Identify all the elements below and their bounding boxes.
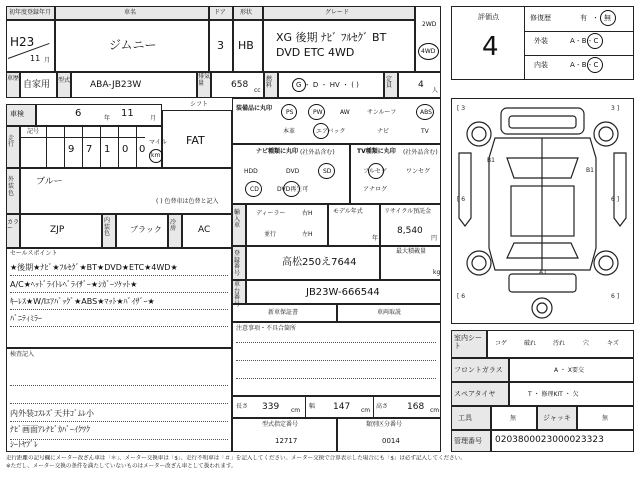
capacity-label: 定員 — [386, 76, 393, 89]
equip-leather: 本革 — [283, 128, 296, 135]
svg-text:6 ]: 6 ] — [611, 293, 620, 300]
equip-sunroof: サンルーフ — [367, 109, 397, 116]
fuel-options: G ・ D ・ HV ・ ( ) — [296, 81, 359, 89]
exterior-label: 外装 — [534, 37, 548, 45]
drive-box — [415, 6, 441, 72]
footer — [6, 455, 634, 477]
nav-hdd: HDD — [244, 168, 258, 175]
model-year-unit: 年 — [372, 235, 379, 242]
car-name-label: 車名 — [124, 9, 137, 16]
width-label: 幅 — [309, 403, 316, 410]
tools-value: 無 — [510, 415, 517, 422]
repair-no: 無 — [604, 14, 611, 22]
width-value: 147 — [333, 402, 351, 412]
disp-label: 排気量 — [198, 73, 211, 87]
exterior-grades: A - B - C — [570, 37, 599, 45]
type-number-label: 型式指定番号 — [262, 421, 299, 428]
doors-value: 3 — [217, 39, 224, 52]
equip-ps: PS — [286, 109, 294, 116]
mileage-digit-5: 0 — [139, 144, 146, 155]
spare-tire-label: スペアタイヤ — [454, 390, 496, 398]
inspector-label: 検査記入 — [10, 351, 35, 358]
car-diagram — [451, 98, 634, 324]
model-value: ABA-JB23W — [90, 80, 142, 90]
fuel-selected-circle — [292, 78, 306, 92]
max-load-unit: kg — [433, 269, 441, 276]
doors-label: ドア — [214, 9, 226, 16]
chassis-value: JB23W-666544 — [306, 287, 380, 298]
nav-dvd-play: DVD再生可 — [277, 186, 309, 193]
inspector-line-1: 内外装ｺｽﾚｽﾞ天井ｺﾞﾑﾚ小 — [10, 409, 94, 418]
sheet-item-4: 穴 — [583, 340, 590, 347]
warranty-label: 新車保証書 — [268, 309, 299, 316]
recycle-value: 8,540 — [397, 226, 423, 236]
mileage-digit-2: 7 — [86, 144, 93, 155]
record-label: 記号 — [27, 128, 40, 135]
exterior-selected-circle — [587, 33, 603, 49]
equip-pw: PW — [313, 109, 323, 116]
capacity-unit: 人 — [432, 87, 439, 94]
repair-label: 修復歴 — [530, 14, 551, 22]
exterior-note: ( ) 色替車は色替と記入 — [156, 198, 219, 205]
tv-fullseg: フルセグ — [363, 168, 387, 175]
jack-value: 無 — [602, 415, 609, 422]
footer-line-2: ※ただし、メーター交換の条件を満たしていないものはメーター改ざん車として扱われます。 — [6, 463, 237, 470]
equipment-label: 装備品に丸印 — [236, 105, 273, 112]
nav-type-title: ナビ種類に丸印 — [256, 148, 299, 155]
use-label: 車歴 — [7, 75, 20, 82]
equip-navi: ナビ — [377, 128, 390, 135]
shape-value: HB — [238, 39, 254, 52]
class-number-label: 類別区分番号 — [366, 421, 403, 428]
import-left: 左H — [302, 231, 313, 238]
notes-box — [232, 322, 441, 396]
inspector-line-2: ﾅﾋﾞ画面ｱﾚﾅﾋﾞｶﾊﾞｰｲｸﾜｸ — [10, 425, 90, 434]
recycle-label: リサイクル預託金 — [384, 208, 432, 215]
front-glass-label: フロントガラス — [454, 366, 503, 374]
first-reg-year: H23 — [10, 35, 35, 49]
import-parallel: 並行 — [264, 231, 277, 238]
chassis-label: 車台番号 — [234, 281, 241, 308]
shift-value: FAT — [186, 134, 205, 147]
height-label: 高さ — [376, 403, 389, 410]
first-reg-label: 初年度登録年月 — [9, 9, 52, 16]
exterior-cell — [20, 168, 232, 214]
import-dealer: ディーラー — [256, 210, 286, 217]
inspection-year: 6 — [75, 108, 82, 119]
exterior-value: ブルー — [36, 177, 63, 187]
height-value: 168 — [407, 402, 425, 412]
disp-unit: cc — [254, 87, 261, 94]
svg-text:[ 6: [ 6 — [457, 293, 466, 300]
int-color-value: ブラック — [130, 225, 162, 234]
class-number-value: 0014 — [382, 437, 400, 445]
recycle-unit: 円 — [431, 235, 438, 242]
import-label: 輸入車 — [234, 209, 241, 230]
shift-label: シフト — [190, 101, 209, 108]
interior-sheet-label: 室内シート — [454, 334, 482, 351]
model-header — [57, 72, 71, 98]
use-value: 自家用 — [23, 80, 51, 90]
repair-no-circle — [600, 10, 616, 26]
inspection-month-unit: 月 — [150, 115, 157, 122]
reg-value: 高松250え7644 — [282, 257, 357, 268]
mgmt-label: 管理番号 — [454, 437, 482, 445]
drive-2wd: 2WD — [422, 21, 437, 28]
ac-value: AC — [198, 225, 211, 235]
width-unit: cm — [361, 407, 371, 414]
inspection-month: 11 — [121, 108, 134, 119]
mileage-digit-4: 0 — [122, 144, 129, 155]
front-glass-value: A ・ X要交 — [554, 367, 585, 374]
sales-line-4: ﾊﾞﾆﾃｨﾐﾗｰ — [10, 314, 42, 323]
svg-text:3 ]: 3 ] — [611, 105, 620, 112]
grade-line1: XG 後期 ﾅﾋﾞ ﾌﾙｾｸﾞ BT — [276, 31, 387, 44]
svg-text:[ 3: [ 3 — [457, 105, 466, 112]
spare-tire-value: T ・ 修理KIT ・ 欠 — [528, 391, 579, 398]
manual-label: 車両取説 — [377, 309, 402, 316]
mileage-unit-km: km — [151, 152, 161, 159]
color-label: カラー — [7, 219, 20, 232]
exterior-label: 外装色 — [8, 176, 15, 198]
mileage-label: 走行 — [8, 135, 15, 148]
sheet-item-3: 汚れ — [553, 340, 566, 347]
capacity-value: 4 — [418, 80, 424, 90]
equip-airbag: エアバック — [316, 128, 346, 135]
shape-label: 形状 — [240, 9, 253, 16]
first-reg-month: 11 — [30, 54, 41, 63]
model-year-label: モデル年式 — [333, 208, 363, 215]
sheet-item-1: コゲ — [495, 340, 508, 347]
first-reg-month-unit: 月 — [44, 57, 51, 64]
sales-line-1: ★後期★ﾅﾋﾞ★ﾌﾙｾｸﾞ★BT★DVD★ETC★4WD★ — [10, 263, 178, 272]
mgmt-value: 0203800023000023323 — [495, 435, 604, 445]
drive-4wd: 4WD — [421, 48, 436, 55]
diagram-mark-1: B1 — [487, 157, 495, 164]
equip-tv: TV — [421, 128, 429, 135]
reg-label: 登録番号 — [234, 250, 241, 277]
sales-line-2: A/C★ﾍｯﾄﾞﾗｲﾄﾚﾍﾞﾗｲｻﾞｰ★ｼｶﾞｰｿｹｯﾄ★ — [10, 280, 138, 289]
int-color-label: 内装色 — [104, 217, 111, 238]
tv-type-title: TV種類に丸印 — [357, 148, 396, 155]
length-label: 長さ — [236, 403, 249, 410]
interior-label: 内装 — [534, 61, 548, 69]
sheet-item-5: キズ — [607, 340, 619, 347]
svg-text:6 ]: 6 ] — [611, 196, 620, 203]
grade-label: グレード — [325, 9, 350, 16]
inspection-cell — [36, 104, 162, 126]
tv-type-note: (社外品含む) — [403, 149, 438, 156]
sales-points-label: セールスポイント — [10, 250, 58, 257]
import-right: 右H — [302, 210, 313, 217]
interior-selected-circle — [587, 57, 603, 73]
tv-oneseg: ワンセグ — [406, 168, 431, 175]
disp-value: 658 — [231, 80, 249, 90]
mileage-digit-3: 1 — [104, 144, 111, 155]
length-value: 339 — [262, 402, 280, 412]
tools-label: 工具 — [458, 414, 472, 422]
inspection-label: 車検 — [10, 110, 24, 118]
equip-abs: ABS — [420, 109, 432, 116]
footer-line-1: 走行距離の記号欄にメーター改ざん車は「＊」、メーター交換車は「$」、走行不明車は「＃」を記入してください。メーター交換で合算表示した場合にも「$」は必ず記入してください。 — [6, 455, 466, 462]
nav-dvd: DVD — [286, 168, 300, 175]
score-label: 評価点 — [478, 13, 499, 21]
color-value: ZJP — [50, 225, 65, 235]
ac-label: 冷房 — [170, 219, 177, 232]
inspector-box — [6, 348, 232, 452]
nav-sd: SD — [323, 168, 332, 175]
model-label: 型式 — [58, 77, 71, 84]
max-load-label: 最大積載量 — [396, 248, 427, 255]
inspector-line-3: ｼｰﾄﾔﾌﾞﾚ — [10, 440, 38, 449]
height-unit: cm — [430, 407, 440, 414]
repair-yes: 有 — [580, 14, 587, 22]
score-value: 4 — [482, 32, 499, 62]
car-name-value: ジムニー — [109, 38, 157, 52]
svg-text:[ 6: [ 6 — [457, 196, 466, 203]
equip-aw: AW — [340, 109, 350, 116]
interior-grades: A - B - C — [570, 61, 599, 69]
mileage-digit-1: 9 — [68, 144, 75, 155]
diagram-mark-3: A1 — [539, 269, 547, 276]
grade-line2: DVD ETC 4WD — [276, 46, 355, 59]
inspection-year-unit: 年 — [104, 115, 111, 122]
type-number-value: 12717 — [275, 437, 298, 445]
length-unit: cm — [291, 407, 301, 414]
notes-label: 注意事項・不具合箇所 — [236, 325, 297, 332]
sales-line-3: ｷｰﾚｽ★W/Iｴｱﾊﾞｯｸﾞ★ABS★ﾏｯﾄ★ﾊﾞｲｻﾞｰ★ — [10, 297, 155, 306]
jack-label: ジャッキ — [543, 414, 571, 422]
nav-type-note: (社外品含む) — [300, 149, 335, 156]
mileage-unit-mile: マイル — [149, 139, 167, 146]
tv-analog: アナログ — [363, 186, 388, 193]
nav-cd: CD — [250, 186, 259, 193]
fuel-label: 燃料 — [266, 76, 273, 89]
sheet-item-2: 破れ — [524, 340, 537, 347]
diagram-mark-2: B1 — [586, 167, 594, 174]
